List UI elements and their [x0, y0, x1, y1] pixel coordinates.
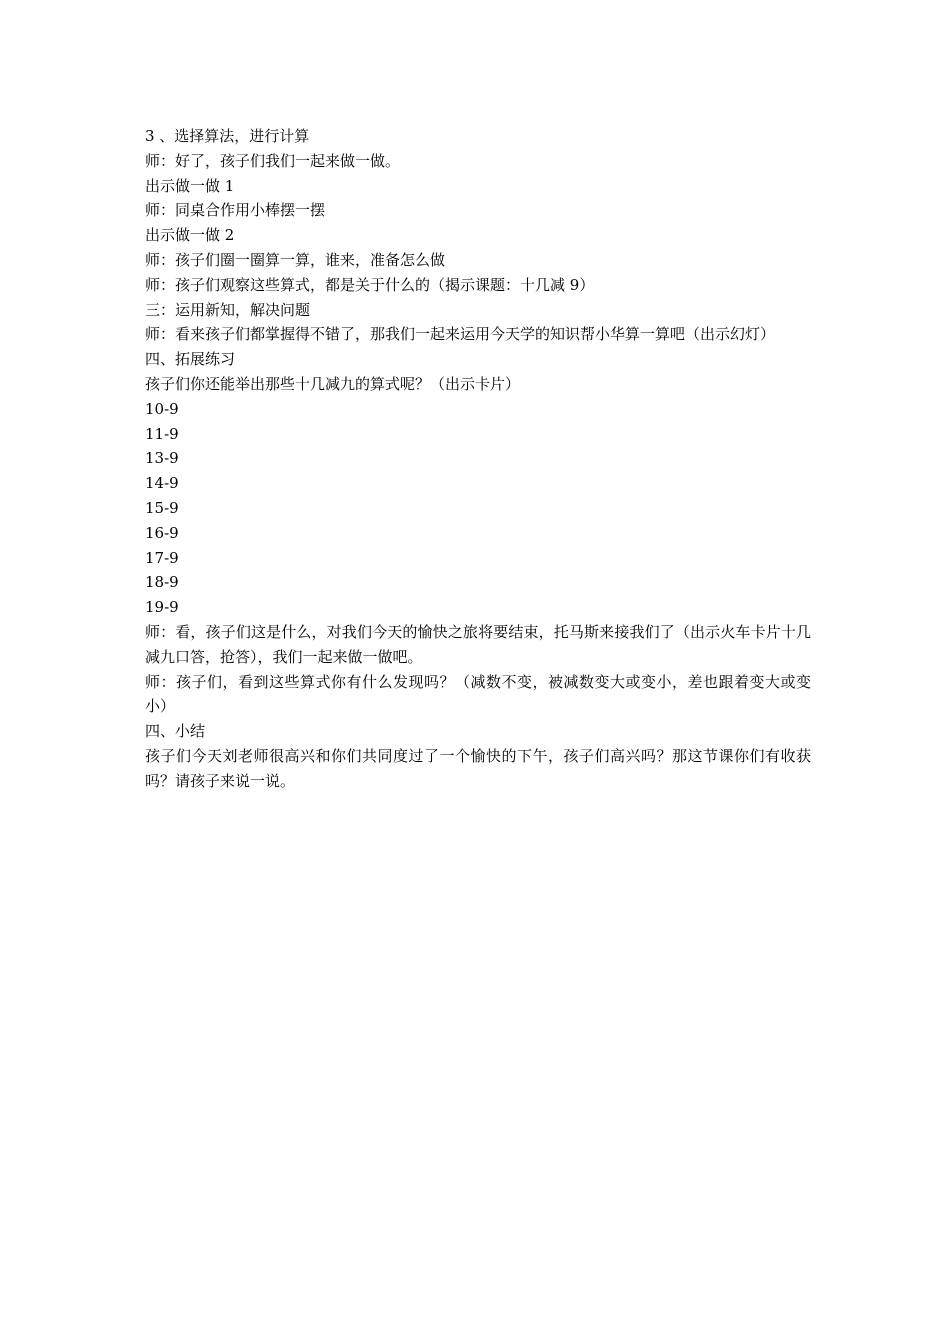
equation-item: 18-9: [145, 573, 179, 592]
equation-item: 11-9: [145, 424, 179, 443]
text-line: 孩子们你还能举出那些十几减九的算式呢？（出示卡片）: [145, 374, 521, 393]
section-heading-summary: 四、小结: [145, 722, 206, 741]
text-line: 出示做一做 2: [145, 226, 235, 245]
text-paragraph: 师：看来孩子们都掌握得不错了，那我们一起来运用今天学的知识帮小华算一算吧（出示幻灯）: [145, 325, 776, 344]
text-line: 出示做一做 1: [145, 176, 235, 195]
text-paragraph: 孩子们今天刘老师很高兴和你们共同度过了一个愉快的下午，孩子们高兴吗？那这节课你们有收获吗？请孩子来说一说。: [145, 746, 811, 790]
text-paragraph: 师：孩子们，看到这些算式你有什么发现吗？（减数不变，被减数变大或变小，差也跟着变大或变小）: [145, 672, 811, 716]
equation-item: 14-9: [145, 474, 179, 493]
text-line: 师：同桌合作用小棒摆一摆: [145, 201, 326, 220]
equation-item: 13-9: [145, 449, 179, 468]
equation-item: 17-9: [145, 548, 179, 567]
equation-item: 19-9: [145, 598, 179, 617]
section-heading-3: 3 、选择算法，进行计算: [145, 127, 310, 145]
section-heading-apply: 三：运用新知，解决问题: [145, 300, 311, 319]
text-line: 师：孩子们观察这些算式，都是关于什么的（揭示课题：十几减 9）: [145, 275, 595, 294]
document-body: [145, 124, 811, 794]
text-line: 师：好了，孩子们我们一起来做一做。: [145, 151, 401, 170]
equation-item: 15-9: [145, 498, 179, 517]
text-line: 师：孩子们圈一圈算一算，谁来，准备怎么做: [145, 250, 446, 269]
section-heading-extension: 四、拓展练习: [145, 350, 236, 369]
text-paragraph: 师：看，孩子们这是什么，对我们今天的愉快之旅将要结束，托马斯来接我们了（出示火车卡片十几减九口答，抢答），我们一起来做一做吧。: [145, 622, 811, 666]
equation-item: 16-9: [145, 523, 179, 542]
equation-item: 10-9: [145, 399, 179, 418]
